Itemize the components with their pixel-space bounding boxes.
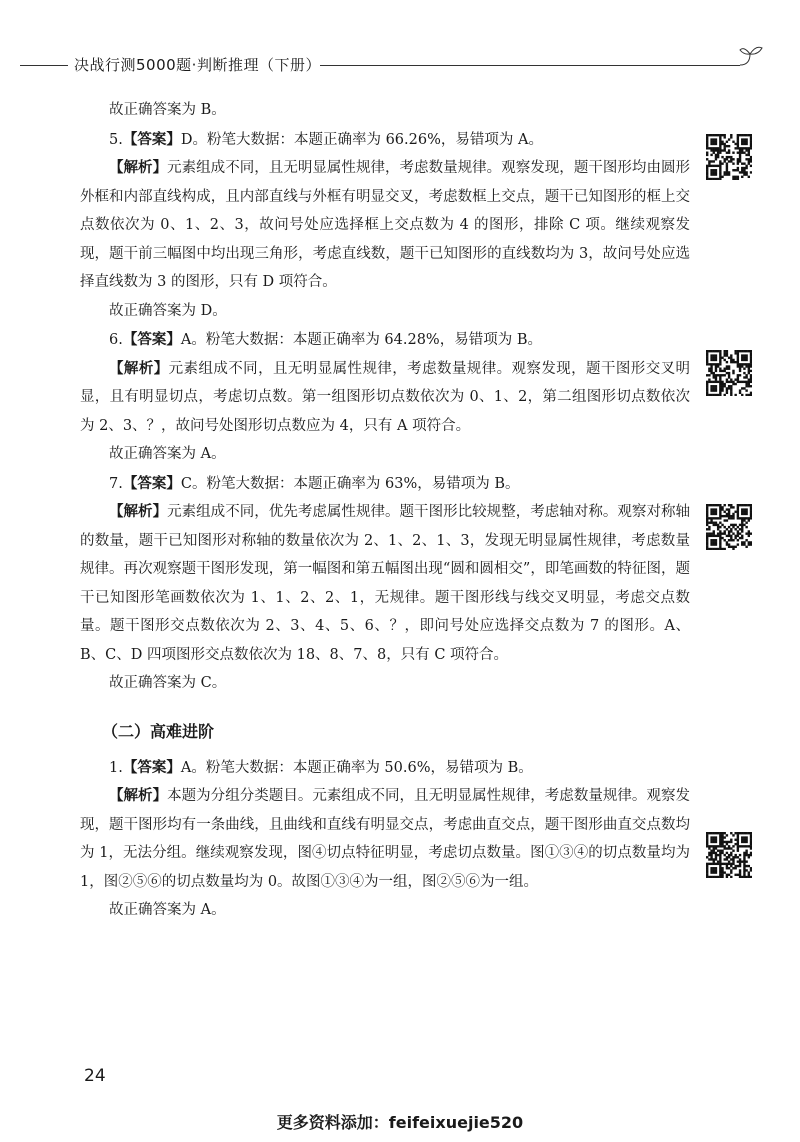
q7-number: 7. [109, 475, 123, 492]
running-header [20, 52, 760, 78]
header-rule-left [20, 65, 68, 66]
q7-answer-text: C。粉笔大数据：本题正确率为 63%，易错项为 B。 [180, 475, 520, 492]
q6-number: 6. [109, 332, 123, 348]
q7-analysis [80, 498, 690, 669]
q5-answer [80, 126, 690, 155]
qr-code-icon[interactable] [706, 134, 752, 180]
q7-answer-tag: 【答案】 [122, 475, 181, 492]
qr-code-icon[interactable] [706, 504, 752, 550]
h1-number: 1. [109, 759, 123, 776]
h1-answer-text: A。粉笔大数据：本题正确率为 50.6%，易错项为 B。 [180, 759, 533, 776]
h1-answer [80, 754, 690, 783]
section-heading: （二）高难进阶 [102, 721, 215, 741]
h1-analysis-text: 本题为分组分类题目。元素组成不同，且无明显属性规律，考虑数量规律。观察发现，题干图形均有一条曲线，且曲线和直线有明显交点，考虑曲直交点，题干图形曲直交点数均为 1，无法分组。继续观察发现，图④切点特征明显，考虑切点数量。图①③④的切点数量均为 1，图②⑤⑥的切点数量均为 0。故图①③④为一组，图②⑤⑥为一组。 [80, 788, 691, 890]
page-number: 24 [84, 1066, 106, 1086]
q5-conclusion: 故正确答案为 D。 [109, 302, 227, 319]
q5-number: 5. [109, 131, 123, 148]
q5-analysis-text: 元素组成不同，且无明显属性规律，考虑数量规律。观察发现，题干图形均由圆形外框和内部直线构成，且内部直线与外框有明显交叉，考虑数框上交点，题干已知图形的框上交点数依次为 0、1、2、3，故问号处应选择框上交点数为 4 的图形，排除 C 项。继续观察发现，题干前三幅图中均出现三角形，考虑直线数，题干已知图形的直线数均为 3，故问号处应选择直线数为 3 的图形，只有 D 项符合。 [80, 160, 691, 290]
q6-analysis [80, 355, 690, 441]
qr-code-icon[interactable] [706, 350, 752, 396]
h1-conclusion: 故正确答案为 A。 [109, 902, 226, 918]
h1-analysis-tag: 【解析】 [109, 788, 168, 804]
q6-analysis-tag: 【解析】 [109, 360, 169, 377]
q5-analysis [80, 154, 690, 297]
q7-answer [80, 470, 690, 499]
q5-analysis-tag: 【解析】 [109, 160, 168, 176]
q6-analysis-text: 元素组成不同，且无明显属性规律，考虑数量规律。观察发现，题干图形交叉明显，且有明显切点，考虑切点数。第一组图形切点数依次为 0、1、2，第二组图形切点数依次为 2、3、？，故问号处图形切点数应为 4，只有 A 项符合。 [80, 360, 691, 434]
q6-answer [80, 326, 690, 355]
footer-note: 更多资料添加：feifeixuejie520 [276, 1113, 524, 1132]
q7-analysis-tag: 【解析】 [109, 504, 168, 520]
qr-code-icon[interactable] [706, 832, 752, 878]
answer-line-prev: 故正确答案为 B。 [109, 102, 226, 118]
q7-analysis-text: 元素组成不同，优先考虑属性规律。题干图形比较规整，考虑轴对称。观察对称轴的数量，题干已知图形对称轴的数量依次为 2、1、2、1、3，发现无明显属性规律，考虑数量规律。再次观察题干图形发现，第一幅图和第五幅图出现“圆和圆相交”，即笔画数的特征图，题干已知图形笔画数依次为 1、1、2、2、1，无规律。题干图形线与线交叉明显，考虑交点数量。题干图形交点数依次为 2、3、4、5、6、？，即问号处应选择交点数为 7 的图形。A、B、C、D 四项图形交点数依次为 18、8、7、8，只有 C 项符合。 [80, 504, 691, 663]
answer-content [80, 96, 690, 925]
q6-answer-text: A。粉笔大数据：本题正确率为 64.28%，易错项为 B。 [180, 332, 542, 348]
q7-conclusion: 故正确答案为 C。 [109, 675, 227, 691]
sprout-icon [736, 42, 766, 72]
h1-answer-tag: 【答案】 [122, 759, 181, 776]
h1-analysis [80, 782, 690, 896]
q6-answer-tag: 【答案】 [122, 332, 181, 348]
header-rule-right [320, 65, 740, 66]
q5-answer-text: D。粉笔大数据：本题正确率为 66.26%，易错项为 A。 [180, 131, 543, 148]
book-title: 决战行测5000题·判断推理（下册） [74, 56, 321, 74]
q5-answer-tag: 【答案】 [122, 131, 181, 148]
q6-conclusion: 故正确答案为 A。 [109, 446, 226, 462]
